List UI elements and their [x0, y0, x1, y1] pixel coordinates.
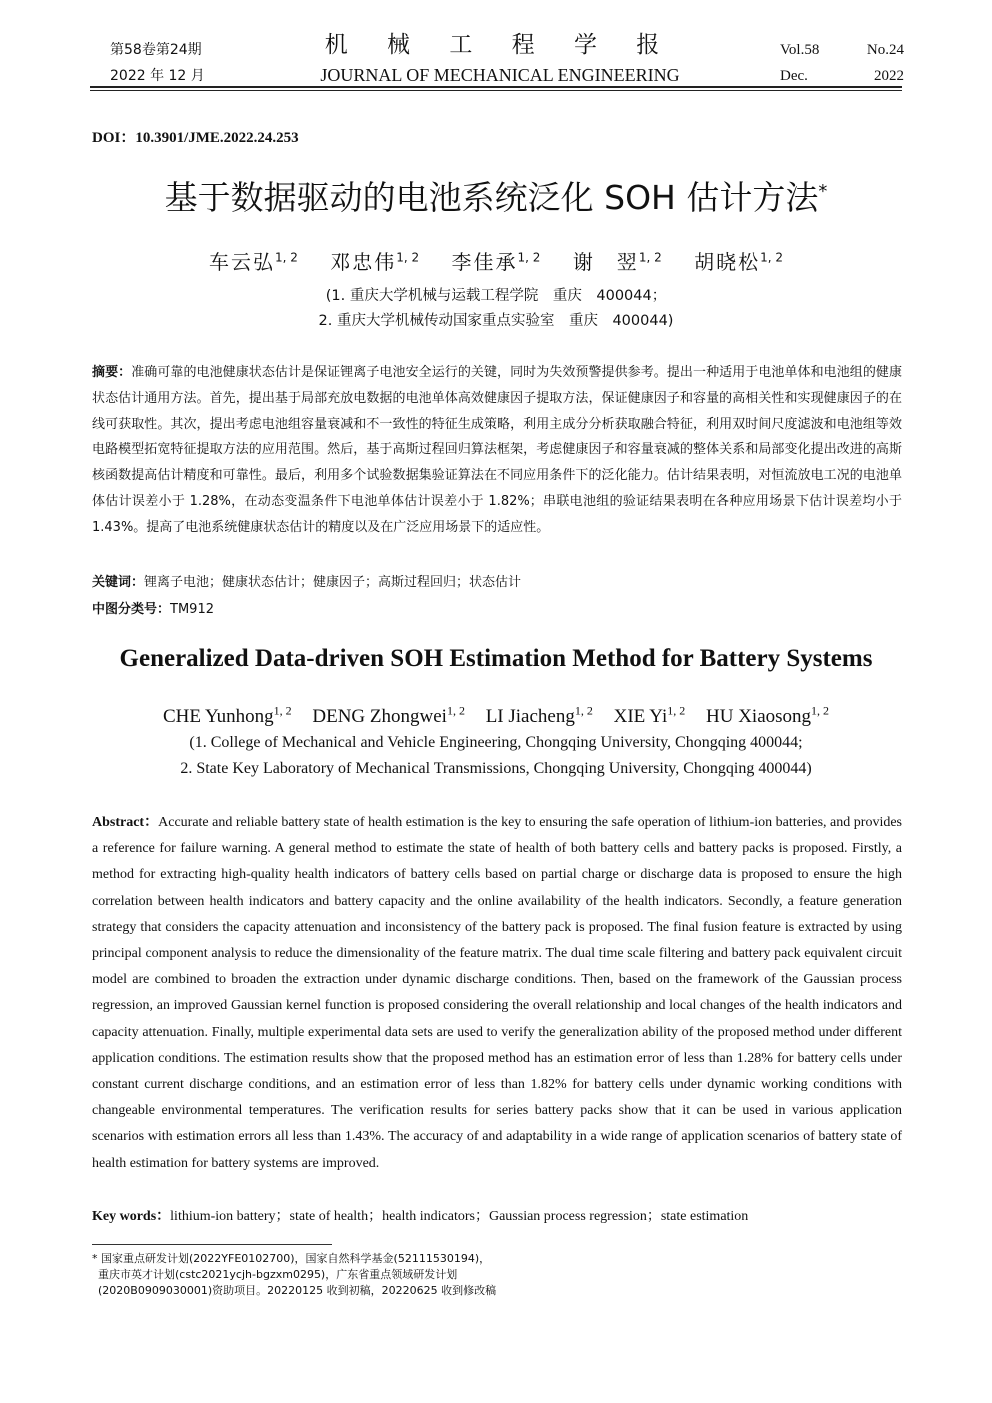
journal-title-en: JOURNAL OF MECHANICAL ENGINEERING	[320, 65, 680, 85]
issue-number: No.24	[866, 42, 904, 58]
affiliation-en-2: 2. State Key Laboratory of Mechanical Transmissions, Chongqing University, Chongqing 400044)	[180, 760, 812, 777]
classification-cn-text: TM912	[170, 602, 214, 617]
volume: Vol.58	[780, 42, 820, 58]
date-cn: 2022 年 12 月	[110, 68, 205, 84]
title-cn	[0, 174, 992, 222]
month: Dec.	[780, 68, 808, 84]
abstract-cn-label: 摘要：	[92, 365, 132, 380]
authors-en	[0, 704, 992, 728]
keywords-cn-text: 锂离子电池；健康状态估计；健康因子；高斯过程回归；状态估计	[144, 575, 522, 590]
keywords-cn	[92, 571, 521, 590]
keywords-en-label: Key words：	[92, 1209, 171, 1224]
title-cn-text: 基于数据驱动的电池系统泛化 SOH 估计方法	[164, 178, 819, 217]
header-rule-thin	[90, 90, 902, 91]
footnote-line-2: 重庆市英才计划(cstc2021ycjh-bgzxm0295)，广东省重点领域研发计划	[98, 1268, 458, 1281]
keywords-cn-label: 关键词：	[92, 575, 145, 590]
title-footnote-mark: *	[818, 181, 828, 202]
year: 2022	[874, 68, 904, 84]
keywords-en-text: lithium-ion battery；state of health；health indicators；Gaussian process regression；state estimation	[170, 1209, 749, 1224]
footnote-line-1: * 国家重点研发计划(2022YFE0102700)，国家自然科学基金(52111530194)，	[92, 1252, 491, 1265]
journal-title-cn: 机 械 工 程 学 报	[324, 32, 676, 58]
author-en: HU Xiaosong$^{1, 2}$	[706, 704, 830, 728]
header-right	[780, 37, 904, 89]
header-left	[110, 37, 205, 89]
abstract-cn	[92, 360, 902, 541]
author-cn: 车云弘$^{1, 2}$	[209, 250, 298, 274]
author-cn: 邓忠伟$^{1, 2}$	[330, 250, 420, 274]
header-rule-thick	[90, 86, 902, 88]
author-en: XIE Yi$^{1, 2}$	[613, 704, 686, 728]
issue-cn: 第58卷第24期	[110, 42, 202, 58]
abstract-cn-text: 准确可靠的电池健康状态估计是保证锂离子电池安全运行的关键，同时为失效预警提供参考。提出一种适用于电池单体和电池组的健康状态估计通用方法。首先，提出基于局部充放电数据的电池单体高效健康因子提取方法，保证健康因子和容量的高相关性和实现健康因子的在线可获取性。其次，提出考虑电池组容量衰减和不一致性的特征生成策略，利用主成分分析获取融合特征，利用双时间尺度滤波和电池组等效电路模型拓宽特征提取方法的应用范围。然后，基于高斯过程回归算法框架，考虑健康因子和容量衰减的整体关系和局部变化提出改进的高斯核函数提高估计精度和可靠性。最后，利用多个试验数据集验证算法在不同应用条件下的泛化能力。估计结果表明，对恒流放电工况的电池单体估计误差小于 1.28%，在动态变温条件下电池单体估计误差小于 1.82%；串联电池组的验证结果表明在各种应用场景下估计误差均小于 1.43%。提高了电池系统健康状态估计的精度以及在广泛应用场景下的适应性。	[92, 365, 902, 535]
footnote-line-3: (2020B0909030001)资助项目。20220125 收到初稿，20220625 收到修改稿	[98, 1284, 497, 1297]
footnote-rule	[92, 1244, 332, 1245]
author-en: LI Jiacheng$^{1, 2}$	[485, 704, 593, 728]
authors-cn	[0, 246, 992, 275]
abstract-en	[92, 810, 902, 1177]
footnote	[92, 1251, 612, 1299]
author-en: DENG Zhongwei$^{1, 2}$	[312, 704, 465, 728]
abstract-en-text: Accurate and reliable battery state of health estimation is the key to ensuring the safe operation of lithium-ion batteries, and provides a reference for failure warning. A general method to estimate the state of health of both battery cells and battery packs is proposed. Firstly, a method for extracting high-quality health indicators of battery cells based on partial charge or discharge data is proposed to ensure the high correlation between health indicators and battery capacity and the online availability of the health indicators. Secondly, a feature generation strategy that considers the capacity attenuation and inconsistency of the battery pack is proposed. The final fusion feature is extracted by using principal component analysis to reduce the dimensionality of the feature matrix. The dual time scale filtering and battery pack equivalent circuit model are combined to broaden the extraction under dynamic discharge conditions. Then, based on the framework of the Gaussian process regression, an improved Gaussian kernel function is proposed considering the overall relationship and local changes of the health indicators and capacity attenuation. Finally, multiple experimental data sets are used to verify the generalization ability of the proposed method under different application conditions. The estimation results show that the proposed method has an estimation error of less than 1.28% for battery cells under constant current discharge conditions, and an estimation error of less than 1.82% for battery cells under dynamic working conditions with changeable environmental temperatures. The verification results for series battery packs show that it can be used in various application scenarios with estimation errors all less than 1.43%. The accuracy of and adaptability in a wide range of application scenarios of battery state of health estimation for battery systems are improved.	[92, 815, 902, 1171]
author-cn: 李佳承$^{1, 2}$	[451, 250, 541, 274]
author-cn: 谢 翌$^{1, 2}$	[572, 250, 662, 274]
affiliation-en-1: (1. College of Mechanical and Vehicle Engineering, Chongqing University, Chongqing 400044;	[189, 734, 803, 751]
affiliation-cn-1: (1. 重庆大学机械与运载工程学院 重庆 400044；	[325, 288, 667, 304]
keywords-en	[92, 1205, 748, 1225]
title-en: Generalized Data-driven SOH Estimation Method for Battery Systems	[119, 645, 873, 672]
author-cn: 胡晓松$^{1, 2}$	[694, 250, 783, 274]
doi: DOI：10.3901/JME.2022.24.253	[92, 130, 299, 146]
classification-cn	[92, 598, 214, 617]
abstract-en-label: Abstract：	[92, 815, 159, 830]
author-en: CHE Yunhong$^{1, 2}$	[162, 704, 292, 728]
affiliation-cn-2: 2. 重庆大学机械传动国家重点实验室 重庆 400044)	[318, 313, 674, 329]
header-center	[290, 30, 710, 88]
classification-cn-label: 中图分类号：	[92, 602, 171, 617]
